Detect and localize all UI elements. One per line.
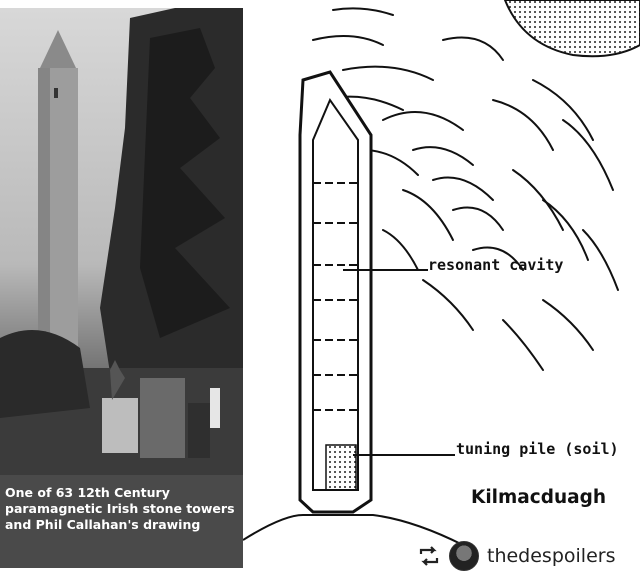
tower-photo bbox=[0, 8, 243, 475]
place-name: Kilmacduagh bbox=[471, 487, 607, 508]
avatar[interactable] bbox=[449, 541, 479, 571]
label-resonant-cavity: resonant cavity bbox=[428, 256, 564, 274]
top-cropped-text bbox=[0, 0, 243, 8]
label-tuning-pile: tuning pile (soil) bbox=[456, 440, 619, 458]
repost-credit[interactable] bbox=[417, 541, 615, 571]
photo-caption: One of 63 12th Century paramagnetic Irish stone towers and Phil Callahan's drawing bbox=[0, 475, 243, 568]
repost-icon bbox=[417, 545, 441, 567]
account-handle[interactable]: thedespoilers bbox=[487, 545, 616, 567]
tower-photo-art bbox=[0, 8, 243, 475]
